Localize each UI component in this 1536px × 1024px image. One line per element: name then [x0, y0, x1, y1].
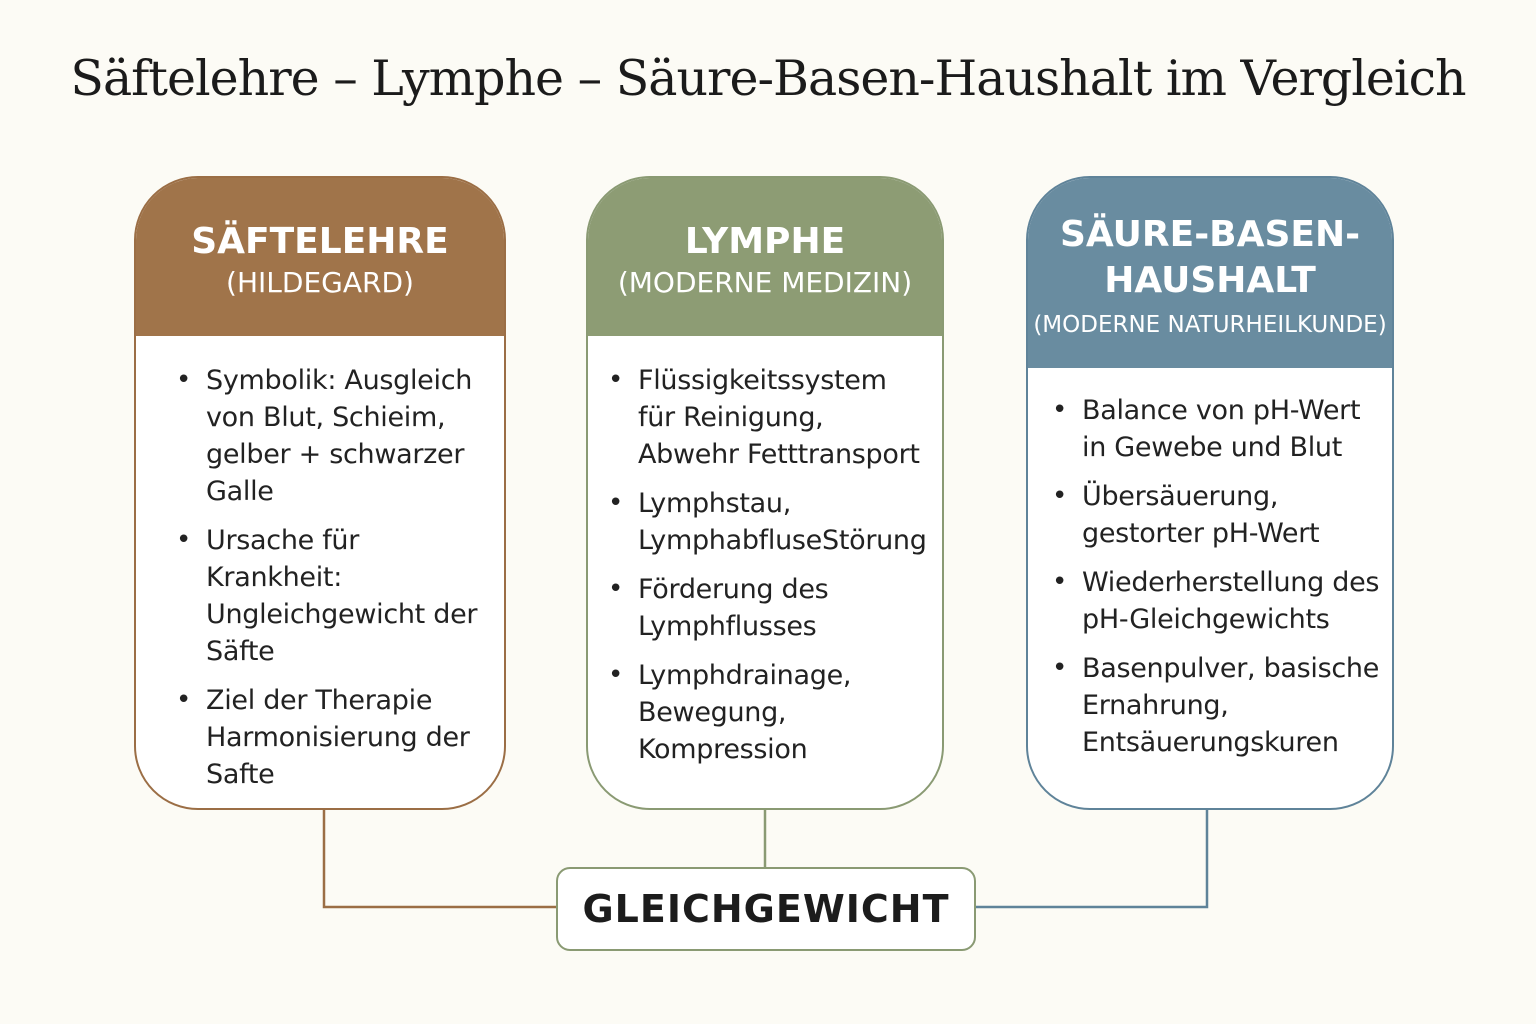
card-header-saeure-basen — [1028, 178, 1392, 368]
card-title: LYMPHE — [684, 221, 846, 262]
card-subtitle: (MODERNE MEDIZIN) — [617, 266, 913, 299]
card-item-list — [1052, 392, 1388, 773]
list-item: • Förderung des Lymphflusses — [608, 571, 928, 645]
card-item-list — [608, 362, 928, 780]
connector-saeftelehre — [324, 810, 558, 907]
card-saeftelehre — [134, 176, 506, 810]
list-item: • Lymphstau, LymphabfluseStörung — [608, 485, 928, 559]
list-item: • Wiederherstellung des pH-Gleichgewichts — [1052, 564, 1388, 638]
list-item: • Balance von pH-Wert in Gewebe und Blut — [1052, 392, 1388, 466]
center-box-gleichgewicht — [556, 867, 976, 951]
list-item: • Ursache für Krankheit: Ungleichgewicht der Säfte — [176, 522, 490, 670]
card-header-saeftelehre — [136, 178, 504, 336]
list-item: • Lymphdrainage, Bewegung, Kompression — [608, 657, 928, 768]
list-item: • Übersäuerung, gestorter pH-Wert — [1052, 478, 1388, 552]
page-title: Säftelehre – Lymphe – Säure-Basen-Haushalt im Vergleich — [70, 50, 1466, 107]
list-item: • Symbolik: Ausgleich von Blut, Schieim, gelber + schwarzer Galle — [176, 362, 490, 510]
card-header-lymphe — [588, 178, 942, 336]
card-title-line1: SÄURE-BASEN- — [1059, 214, 1361, 255]
card-saeure-basen — [1026, 176, 1394, 810]
card-lymphe — [586, 176, 944, 810]
connector-saeure-basen — [975, 810, 1207, 907]
list-item: • Flüssigkeitssystem für Reinigung, Abwehr Fetttransport — [608, 362, 928, 473]
card-item-list — [176, 362, 490, 805]
card-title: SÄFTELEHRE — [191, 221, 449, 262]
card-subtitle: (MODERNE NATURHEILKUNDE) — [1033, 312, 1387, 338]
list-item: • Ziel der Therapie Harmonisierung der Safte — [176, 682, 490, 793]
card-subtitle: (HILDEGARD) — [226, 266, 414, 299]
list-item: • Basenpulver, basische Ernahrung, Entsäuerungskuren — [1052, 650, 1388, 761]
card-title-line2: HAUSHALT — [1104, 260, 1316, 301]
center-label: GLEICHGEWICHT — [582, 887, 950, 931]
